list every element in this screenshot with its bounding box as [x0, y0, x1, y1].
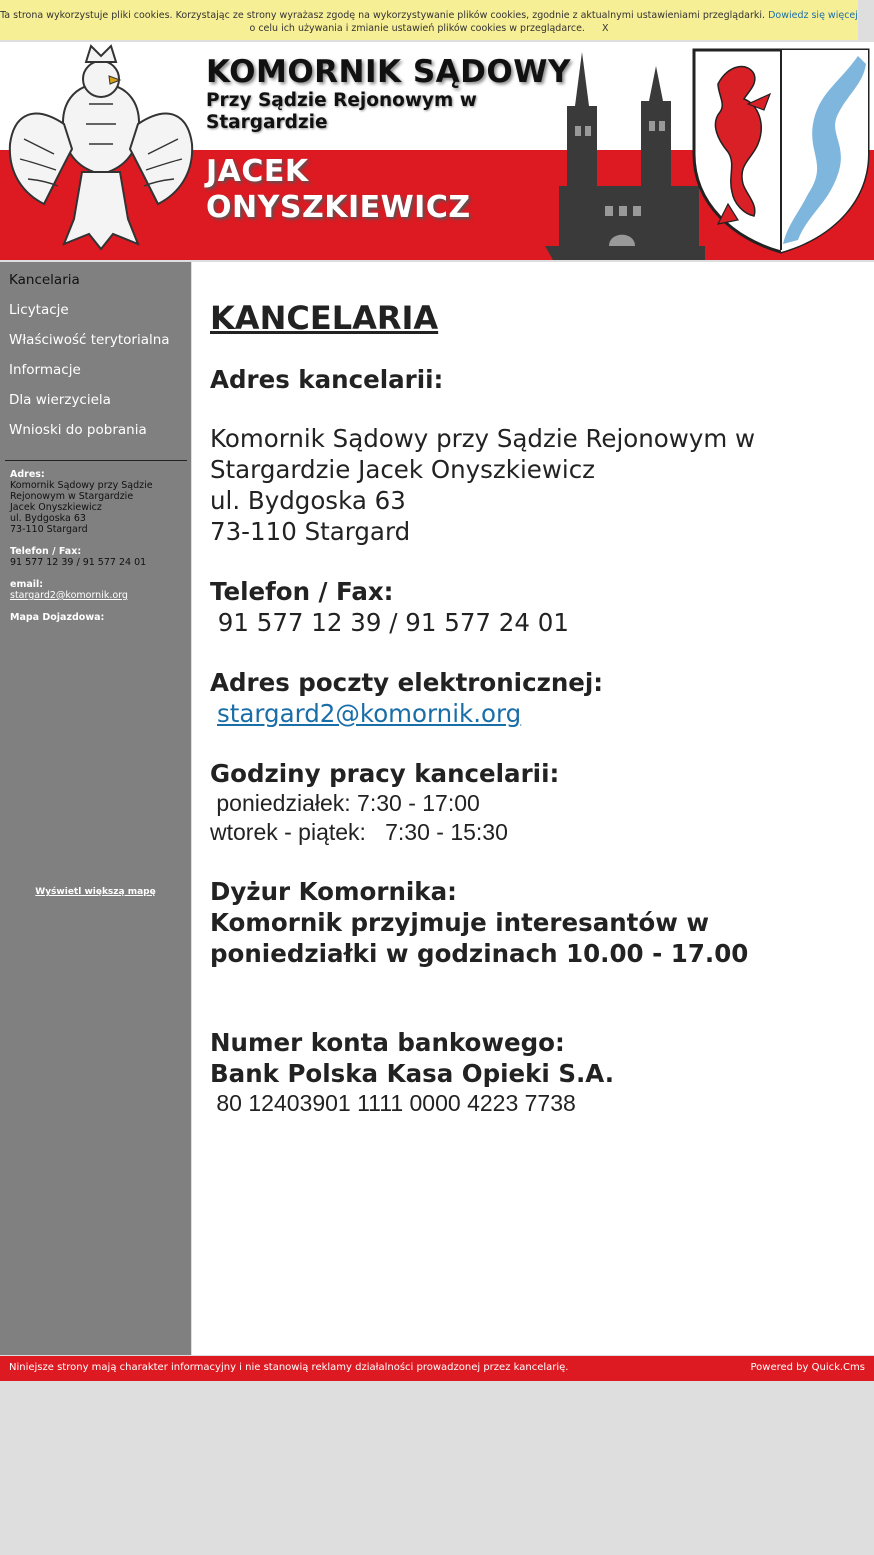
address-line: Jacek Onyszkiewicz: [10, 502, 102, 513]
castle-icon: [545, 46, 705, 260]
address-line: Komornik Sądowy przy Sądzie: [10, 480, 153, 491]
hours-heading: Godziny pracy kancelarii:: [210, 759, 560, 788]
bank-heading: Numer konta bankowego:: [210, 1028, 565, 1057]
bank-name: Bank Polska Kasa Opieki S.A.: [210, 1059, 615, 1088]
coat-of-arms-icon: [688, 44, 874, 254]
menu-item-wnioski[interactable]: Wnioski do pobrania: [9, 422, 147, 438]
main-content: [192, 262, 874, 1355]
address-line: Komornik Sądowy przy Sądzie Rejonowym w Stargardzie Jacek Onyszkiewicz: [210, 424, 756, 484]
address-heading: Adres kancelarii:: [210, 365, 444, 394]
hours-line: poniedziałek: 7:30 - 17:00: [210, 790, 480, 816]
white-eagle-emblem-icon: [4, 44, 198, 256]
powered-by-link[interactable]: Powered by Quick.Cms: [750, 1362, 865, 1373]
menu-item-licytacje[interactable]: Licytacje: [9, 302, 69, 318]
menu-item-kancelaria[interactable]: Kancelaria: [9, 272, 80, 288]
phone-value: 91 577 12 39 / 91 577 24 01: [10, 557, 147, 568]
sidebar-contact: [10, 469, 188, 623]
header-subtitle: Przy Sądzie Rejonowym w Stargardzie: [206, 90, 477, 133]
cookie-bar: [0, 0, 858, 40]
email-heading: Adres poczty elektronicznej:: [210, 668, 604, 697]
cookie-text-after: o celu ich używania i zmianie ustawień plików cookies w przeglądarce.: [249, 23, 585, 34]
phone-value: 91 577 12 39 / 91 577 24 01: [210, 608, 569, 637]
site-header: [0, 42, 874, 260]
email-label: email:: [10, 579, 44, 590]
cookie-more-link[interactable]: Dowiedz się więcej: [768, 10, 858, 21]
address-line: ul. Bydgoska 63: [210, 486, 406, 515]
duty-heading: Dyżur Komornika:: [210, 877, 457, 906]
address-label: Adres:: [10, 469, 45, 480]
sidebar-email-link[interactable]: stargard2@komornik.org: [10, 590, 128, 601]
email-link[interactable]: stargard2@komornik.org: [217, 699, 522, 728]
address-line: ul. Bydgoska 63: [10, 513, 86, 524]
address-line: 73-110 Stargard: [210, 517, 411, 546]
larger-map-link[interactable]: Wyświetl większą mapę: [35, 887, 156, 897]
address-line: Rejonowym w Stargardzie: [10, 491, 134, 502]
phone-heading: Telefon / Fax:: [210, 577, 394, 606]
hours-line: wtorek - piątek: 7:30 - 15:30: [210, 819, 508, 845]
menu-item-wlasciwosc[interactable]: Właściwość terytorialna: [9, 332, 170, 348]
cookie-text: Ta strona wykorzystuje pliki cookies. Korzystając ze strony wyrażasz zgodę na wykorzystywanie plików cookies, zgodnie z aktualnymi ustawieniami przeglądarki.: [0, 10, 766, 21]
page-title: KANCELARIA: [210, 299, 439, 337]
site-footer: [0, 1356, 874, 1381]
duty-text: Komornik przyjmuje interesantów w poniedziałki w godzinach 10.00 - 17.00: [210, 908, 749, 968]
sidebar: [0, 262, 191, 1355]
header-name: JACEK ONYSZKIEWICZ: [206, 154, 471, 225]
address-line: 73-110 Stargard: [10, 524, 88, 535]
sidebar-divider: [5, 460, 187, 461]
phone-label: Telefon / Fax:: [10, 546, 82, 557]
bank-account: 80 12403901 1111 0000 4223 7738: [210, 1090, 576, 1116]
cookie-close-button[interactable]: X: [601, 23, 609, 34]
menu-item-dla-wierzyciela[interactable]: Dla wierzyciela: [9, 392, 111, 408]
footer-disclaimer: Niniejsze strony mają charakter informacyjny i nie stanowią reklamy działalności prowadzonej przez kancelarię.: [9, 1362, 569, 1373]
menu-item-informacje[interactable]: Informacje: [9, 362, 81, 378]
main-menu: [0, 262, 191, 449]
map-label: Mapa Dojazdowa:: [10, 612, 105, 623]
header-title: KOMORNIK SĄDOWY: [206, 54, 571, 90]
